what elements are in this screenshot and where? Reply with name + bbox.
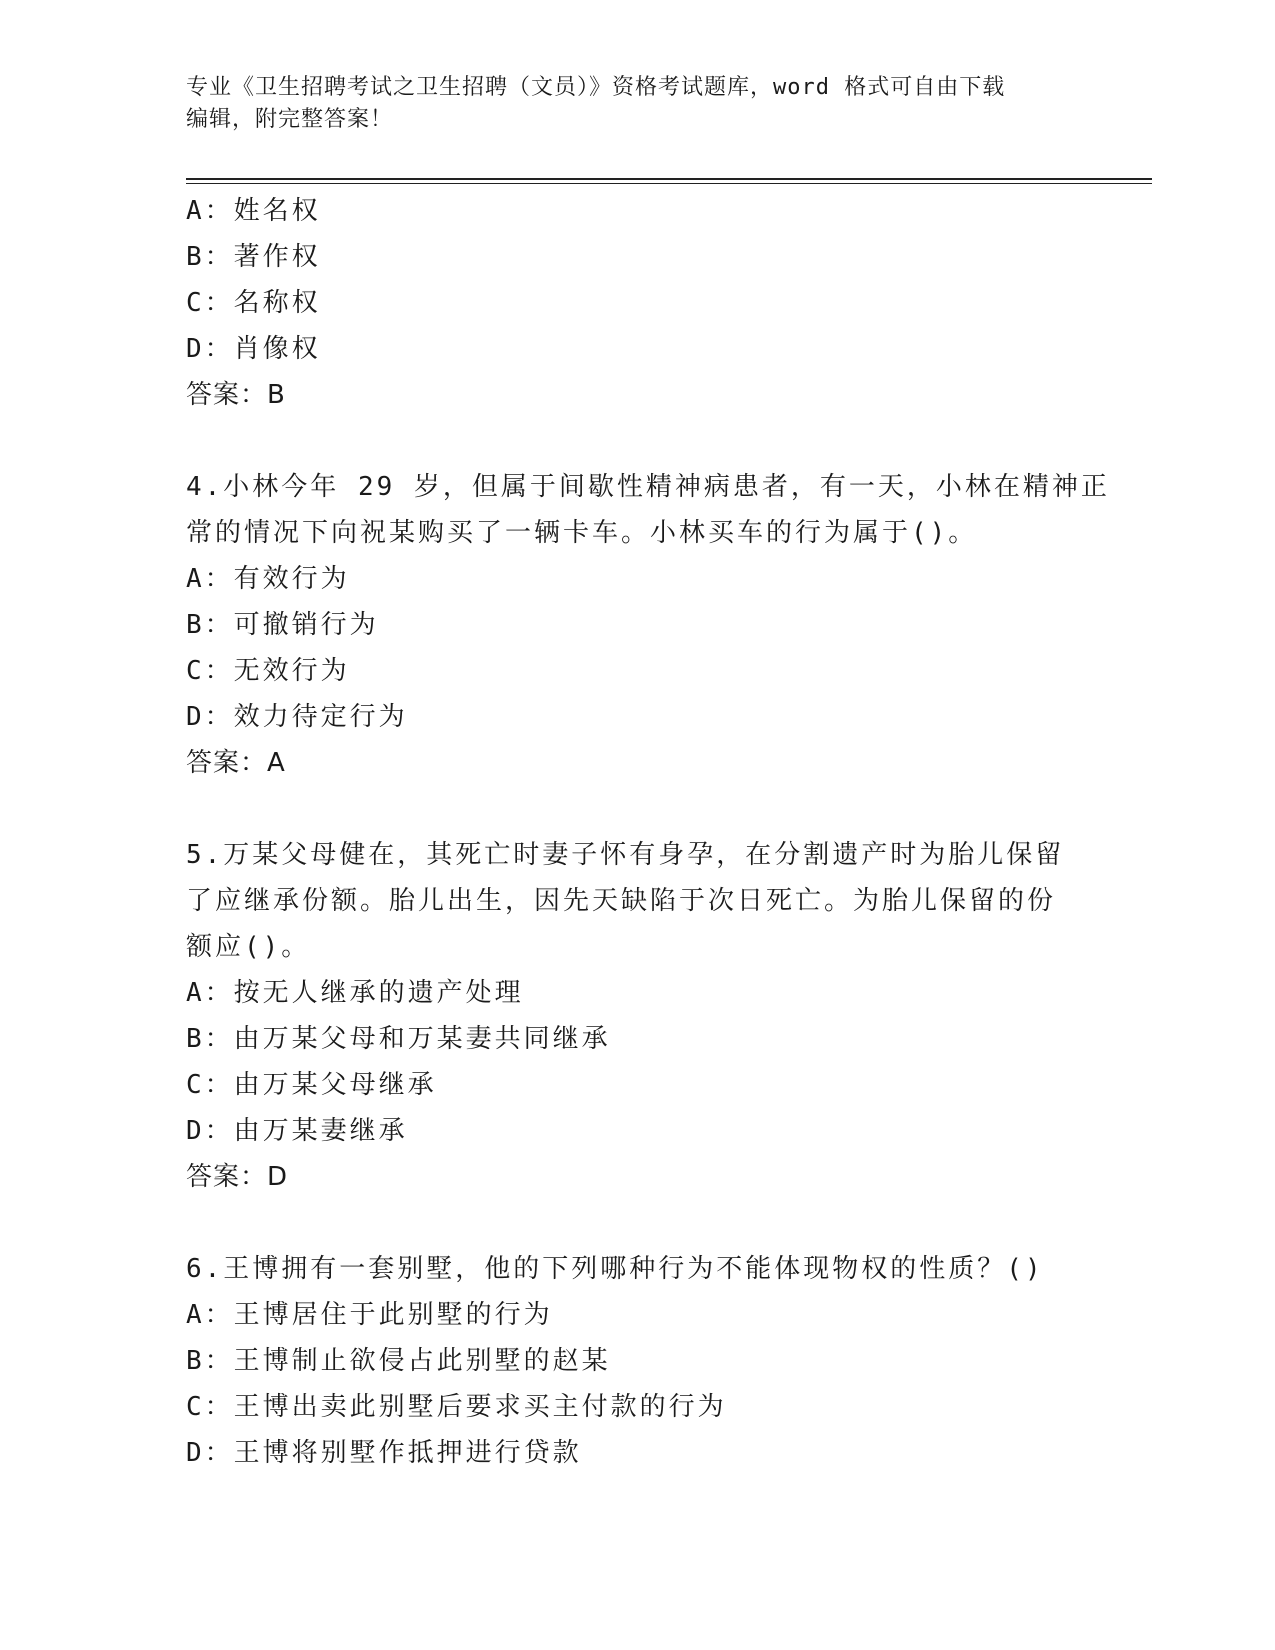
option-d: D：肖像权: [186, 334, 321, 364]
question-stem-line: 5.万某父母健在，其死亡时妻子怀有身孕，在分割遗产时为胎儿保留: [186, 840, 1065, 870]
header-line-2: 编辑，附完整答案！: [186, 107, 394, 132]
option-c: C：无效行为: [186, 656, 350, 686]
spacer: [186, 418, 1086, 464]
option-a: A：按无人继承的遗产处理: [186, 978, 524, 1008]
question-6: [186, 1246, 1086, 1476]
question-list: [186, 188, 1110, 1476]
option-c: C：名称权: [186, 288, 321, 318]
header-divider-thick: [186, 178, 1152, 180]
question-stem-line: 4.小林今年 29 岁，但属于间歇性精神病患者，有一天，小林在精神正: [186, 472, 1110, 502]
document-page: [186, 0, 1156, 1650]
header-divider-thin: [186, 183, 1152, 184]
option-a: A：王博居住于此别墅的行为: [186, 1300, 553, 1330]
option-b: B：著作权: [186, 242, 321, 272]
question-5: [186, 832, 1086, 1200]
option-d: D：由万某妻继承: [186, 1116, 408, 1146]
option-d: D：效力待定行为: [186, 702, 408, 732]
spacer: [186, 786, 1086, 832]
option-b: B：王博制止欲侵占此别墅的赵某: [186, 1346, 611, 1376]
option-a: A：姓名权: [186, 196, 321, 226]
answer: 答案：B: [186, 380, 286, 410]
question-stem-line: 额应()。: [186, 932, 311, 962]
question-stem-line: 常的情况下向祝某购买了一辆卡车。小林买车的行为属于()。: [186, 518, 978, 548]
header-line-1: 专业《卫生招聘考试之卫生招聘（文员）》资格考试题库，word 格式可自由下载: [186, 75, 1006, 100]
option-c: C：由万某父母继承: [186, 1070, 437, 1100]
option-c: C：王博出卖此别墅后要求买主付款的行为: [186, 1392, 727, 1422]
answer: 答案：A: [186, 748, 286, 778]
question-stem-line: 6.王博拥有一套别墅，他的下列哪种行为不能体现物权的性质？(): [186, 1254, 1044, 1284]
option-b: B：由万某父母和万某妻共同继承: [186, 1024, 611, 1054]
option-d: D：王博将别墅作抵押进行贷款: [186, 1438, 582, 1468]
spacer: [186, 1200, 1086, 1246]
option-b: B：可撤销行为: [186, 610, 379, 640]
question-stem-line: 了应继承份额。胎儿出生，因先天缺陷于次日死亡。为胎儿保留的份: [186, 886, 1057, 916]
answer: 答案：D: [186, 1162, 289, 1192]
question-3: [186, 188, 1086, 418]
document-header: [186, 72, 1086, 136]
option-a: A：有效行为: [186, 564, 350, 594]
question-4: [186, 464, 1110, 786]
